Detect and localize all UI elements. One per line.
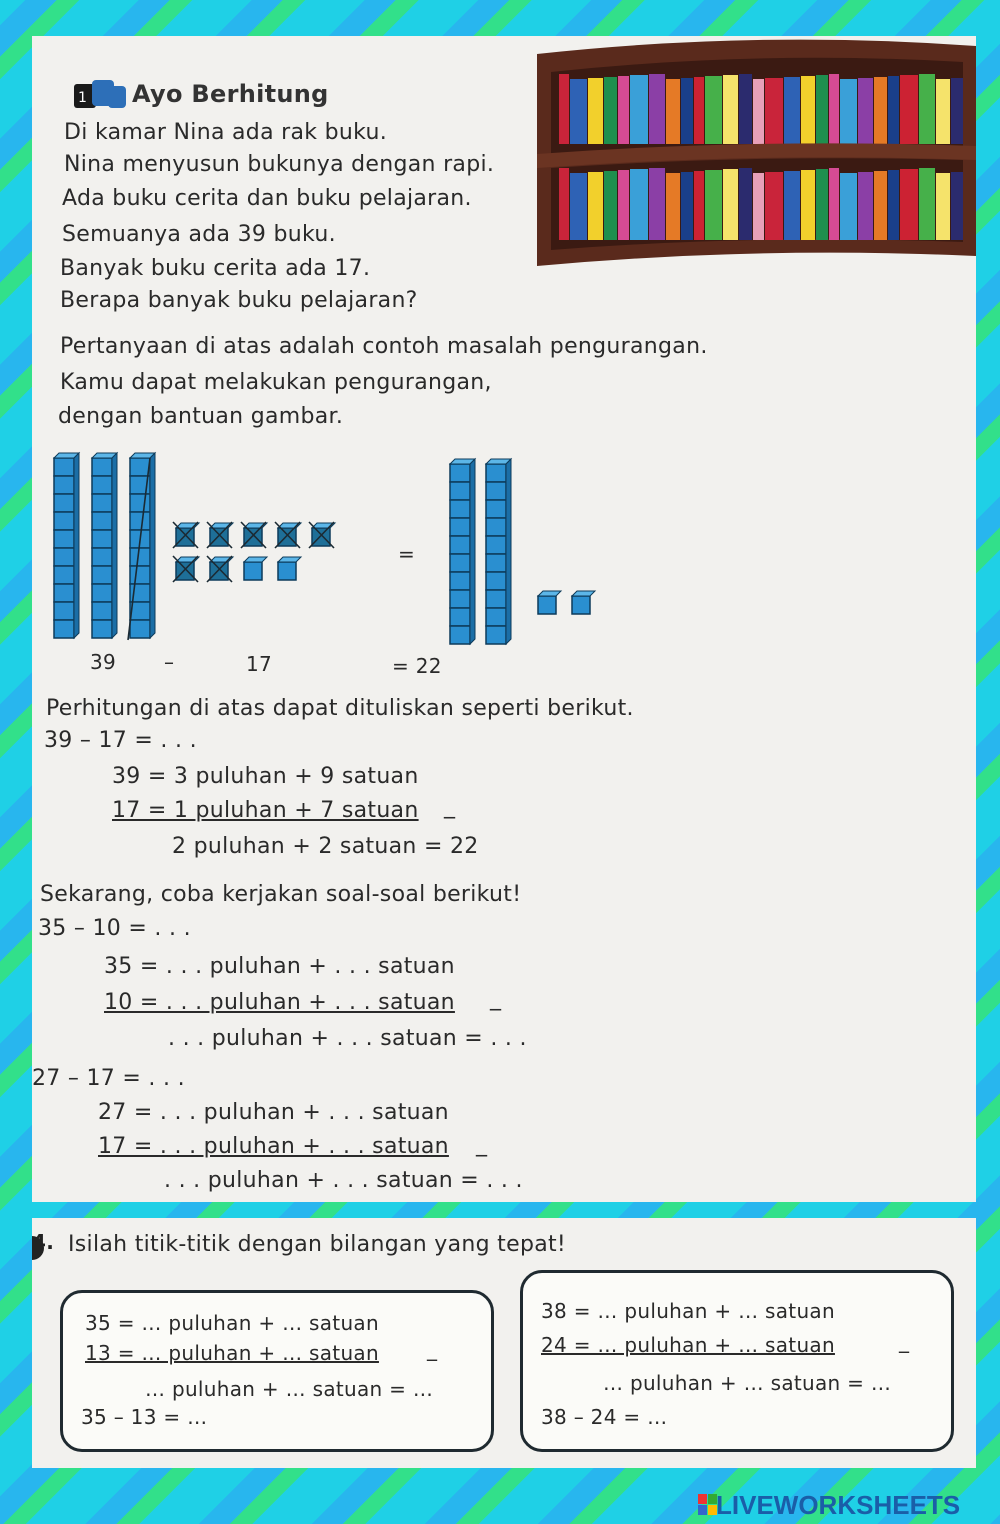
logo-mark-icon xyxy=(698,1494,718,1516)
book-spine xyxy=(649,74,665,144)
book-spine xyxy=(900,169,918,240)
book-spine xyxy=(816,75,828,144)
book-spine xyxy=(858,78,873,144)
worked-equation: 39 – 17 = . . . xyxy=(44,728,197,753)
figure-equals-sign: = xyxy=(398,542,416,566)
label-39: 39 xyxy=(90,650,117,674)
book-spine xyxy=(570,173,587,240)
book-spine xyxy=(919,74,935,144)
book-spine xyxy=(874,77,887,144)
book-spine xyxy=(723,75,738,144)
practice-2-line-3: . . . puluhan + . . . satuan = . . . xyxy=(164,1168,523,1193)
explain-line-2: Kamu dapat melakukan pengurangan, xyxy=(60,370,492,395)
book-spine xyxy=(753,79,764,144)
book-spine xyxy=(888,170,899,240)
book-spine xyxy=(723,169,738,240)
page-heading: Ayo Berhitung xyxy=(132,80,329,108)
worked-line-1: 39 = 3 puluhan + 9 satuan xyxy=(112,764,419,789)
lesson-icon xyxy=(72,76,130,112)
exercise-box-2 xyxy=(520,1270,954,1452)
book-spine xyxy=(765,78,783,144)
book-spine xyxy=(765,172,783,240)
exercise-box-1 xyxy=(60,1290,494,1452)
box1-line-4[interactable]: 35 – 13 = … xyxy=(81,1405,208,1429)
practice-1-equation: 35 – 10 = . . . xyxy=(38,916,191,941)
tens-rods-22 xyxy=(450,459,511,644)
book-spine xyxy=(588,78,603,144)
book-spine xyxy=(784,77,800,144)
book-spine xyxy=(753,173,764,240)
book-spine xyxy=(630,169,648,240)
worked-intro: Perhitungan di atas dapat dituliskan seperti berikut. xyxy=(46,696,634,721)
book-spine xyxy=(951,78,963,144)
book-spine xyxy=(936,79,950,144)
liveworksheets-logo xyxy=(698,1490,998,1520)
book-spine xyxy=(559,168,569,240)
tens-rods-39 xyxy=(54,453,155,640)
book-spine xyxy=(618,76,629,144)
book-spine xyxy=(649,168,665,240)
story-line-1: Di kamar Nina ada rak buku. xyxy=(64,120,388,145)
book-spine xyxy=(874,171,887,240)
bookshelf-illustration xyxy=(537,36,976,266)
book-spine xyxy=(559,74,569,144)
practice-1-minus: _ xyxy=(490,986,502,1011)
book-spine xyxy=(951,172,963,240)
book-spine xyxy=(588,172,603,240)
book-spine xyxy=(604,77,617,144)
book-spine xyxy=(666,173,680,240)
book-spine xyxy=(858,172,873,240)
book-spine xyxy=(840,79,857,144)
book-spine xyxy=(681,78,693,144)
story-line-3: Ada buku cerita dan buku pelajaran. xyxy=(62,186,472,211)
label-17: 17 xyxy=(246,652,273,676)
practice-intro: Sekarang, coba kerjakan soal-soal berikut! xyxy=(40,882,522,907)
book-spine xyxy=(784,171,800,240)
book-spine xyxy=(604,171,617,240)
task-instruction: Isilah titik-titik dengan bilangan yang tepat! xyxy=(68,1232,567,1257)
box2-line-3[interactable]: … puluhan + … satuan = … xyxy=(603,1371,892,1395)
book-spine xyxy=(801,76,815,144)
svg-text:1: 1 xyxy=(78,90,87,106)
box2-line-4[interactable]: 38 – 24 = … xyxy=(541,1405,668,1429)
worked-minus: _ xyxy=(444,794,456,819)
practice-2-line-2: 17 = . . . puluhan + . . . satuan xyxy=(98,1134,449,1159)
practice-1-line-1: 35 = . . . puluhan + . . . satuan xyxy=(104,954,455,979)
book-spine xyxy=(618,170,629,240)
practice-2-minus: _ xyxy=(476,1132,488,1157)
worked-line-3: 2 puluhan + 2 satuan = 22 xyxy=(172,834,479,859)
book-spine xyxy=(681,172,693,240)
book-spine xyxy=(936,173,950,240)
book-spine xyxy=(666,79,680,144)
task-number: 4. xyxy=(32,1230,55,1254)
book-spine xyxy=(816,169,828,240)
practice-2-equation: 27 – 17 = . . . xyxy=(32,1066,185,1091)
practice-1-line-2: 10 = . . . puluhan + . . . satuan xyxy=(104,990,455,1015)
book-spine xyxy=(630,75,648,144)
book-spine xyxy=(705,76,722,144)
explain-line-3: dengan bantuan gambar. xyxy=(58,404,344,429)
book-spine xyxy=(900,75,918,144)
label-result: = 22 xyxy=(392,654,442,678)
book-spine xyxy=(919,168,935,240)
book-spine xyxy=(801,170,815,240)
base-ten-blocks-figure xyxy=(32,446,652,686)
practice-1-line-3: . . . puluhan + . . . satuan = . . . xyxy=(168,1026,527,1051)
book-spine xyxy=(705,170,722,240)
box1-line-3[interactable]: … puluhan + … satuan = … xyxy=(145,1377,434,1401)
book-spine xyxy=(739,168,752,240)
textbook-page xyxy=(32,36,976,1202)
story-line-6: Berapa banyak buku pelajaran? xyxy=(60,288,418,313)
logo-text: LIVEWORKSHEETS xyxy=(716,1490,961,1520)
book-spine xyxy=(694,171,704,240)
label-minus: – xyxy=(164,650,175,674)
unit-cubes-22 xyxy=(538,591,595,614)
book-spine xyxy=(829,74,839,144)
book-spine xyxy=(888,76,899,144)
box1-line-2[interactable]: 13 = … puluhan + … satuan xyxy=(85,1341,379,1365)
book-spine xyxy=(570,79,587,144)
unit-cubes-39 xyxy=(173,522,335,582)
book-spine xyxy=(694,77,704,144)
box1-line-1[interactable]: 35 = … puluhan + … satuan xyxy=(85,1311,379,1335)
story-line-4: Semuanya ada 39 buku. xyxy=(62,222,336,247)
book-spine xyxy=(840,173,857,240)
explain-line-1: Pertanyaan di atas adalah contoh masalah pengurangan. xyxy=(60,334,708,359)
book-spine xyxy=(829,168,839,240)
exercise-panel xyxy=(32,1218,976,1468)
practice-2-line-1: 27 = . . . puluhan + . . . satuan xyxy=(98,1100,449,1125)
box2-minus: _ xyxy=(899,1329,910,1353)
story-line-2: Nina menyusun bukunya dengan rapi. xyxy=(64,152,495,177)
box2-line-1[interactable]: 38 = … puluhan + … satuan xyxy=(541,1299,835,1323)
story-line-5: Banyak buku cerita ada 17. xyxy=(60,256,371,281)
worked-line-2: 17 = 1 puluhan + 7 satuan xyxy=(112,798,419,823)
box1-minus: _ xyxy=(427,1337,438,1361)
box2-line-2[interactable]: 24 = … puluhan + … satuan xyxy=(541,1333,835,1357)
book-spine xyxy=(739,74,752,144)
